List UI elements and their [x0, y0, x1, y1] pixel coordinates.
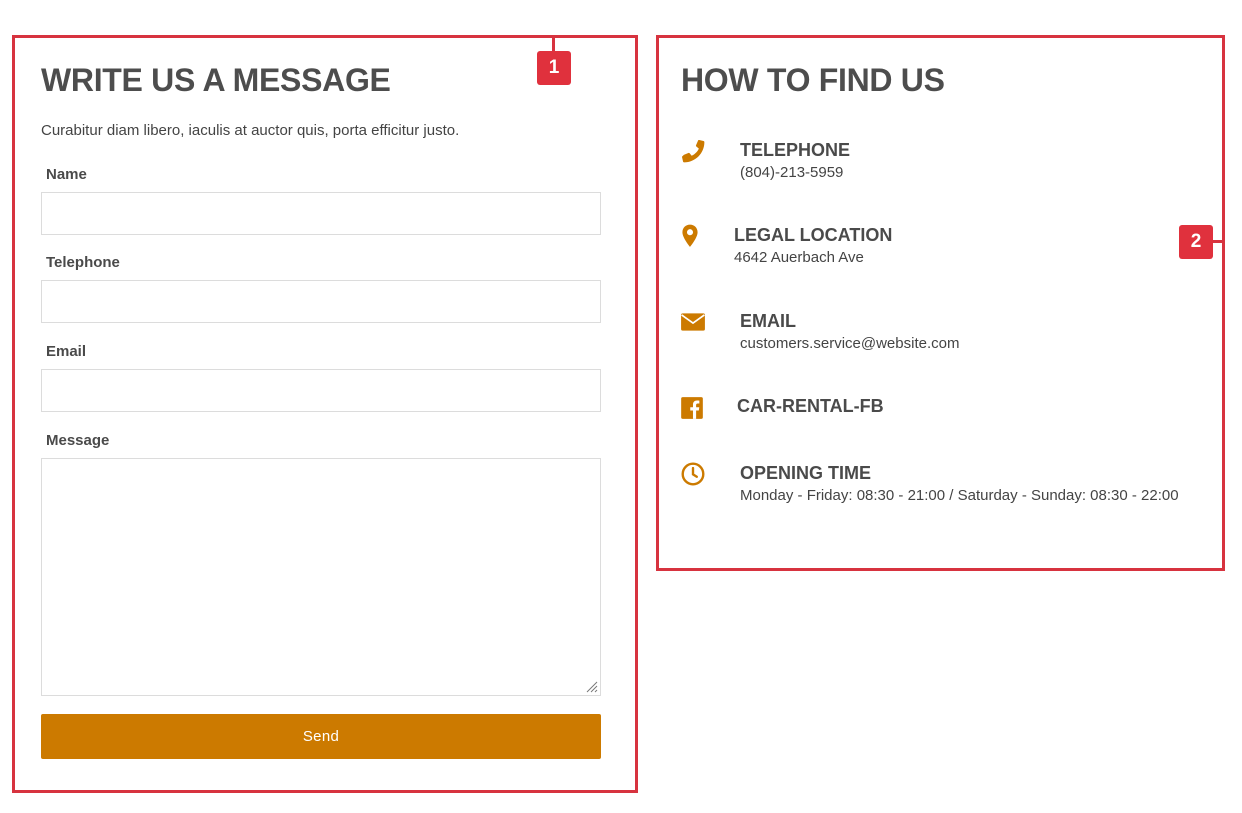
map-pin-icon [677, 223, 703, 249]
telephone-input[interactable] [41, 280, 601, 323]
telephone-value: (804)-213-5959 [740, 164, 844, 181]
location-value: 4642 Auerbach Ave [734, 249, 864, 266]
email-heading: EMAIL [740, 311, 796, 331]
telephone-heading: TELEPHONE [740, 140, 851, 160]
email-link[interactable]: customers.service@website.com [740, 335, 960, 352]
form-title: WRITE US A MESSAGE [41, 62, 391, 98]
facebook-icon[interactable] [679, 395, 705, 421]
email-label: Email [46, 343, 87, 360]
opening-time-heading: OPENING TIME [740, 463, 872, 483]
find-us-title: HOW TO FIND US [681, 62, 945, 98]
message-textarea[interactable] [41, 458, 601, 696]
annotation-connector-2 [1212, 240, 1224, 243]
resize-grip-icon[interactable] [585, 680, 598, 693]
name-label: Name [46, 166, 87, 183]
annotation-connector-1 [552, 37, 555, 52]
telephone-label: Telephone [46, 254, 120, 271]
clock-icon [680, 461, 706, 487]
opening-time-value: Monday - Friday: 08:30 - 21:00 / Saturday - Sunday: 08:30 - 22:00 [740, 487, 1179, 504]
location-heading: LEGAL LOCATION [734, 225, 893, 245]
send-button[interactable]: Send [41, 714, 601, 759]
form-description: Curabitur diam libero, iaculis at auctor quis, porta efficitur justo. [41, 122, 460, 139]
email-input[interactable] [41, 369, 601, 412]
facebook-link[interactable]: CAR-RENTAL-FB [737, 396, 884, 416]
name-input[interactable] [41, 192, 601, 235]
message-label: Message [46, 432, 110, 449]
annotation-badge-1: 1 [537, 51, 571, 85]
phone-icon [680, 138, 706, 164]
envelope-icon [680, 309, 706, 335]
annotation-badge-2: 2 [1179, 225, 1213, 259]
